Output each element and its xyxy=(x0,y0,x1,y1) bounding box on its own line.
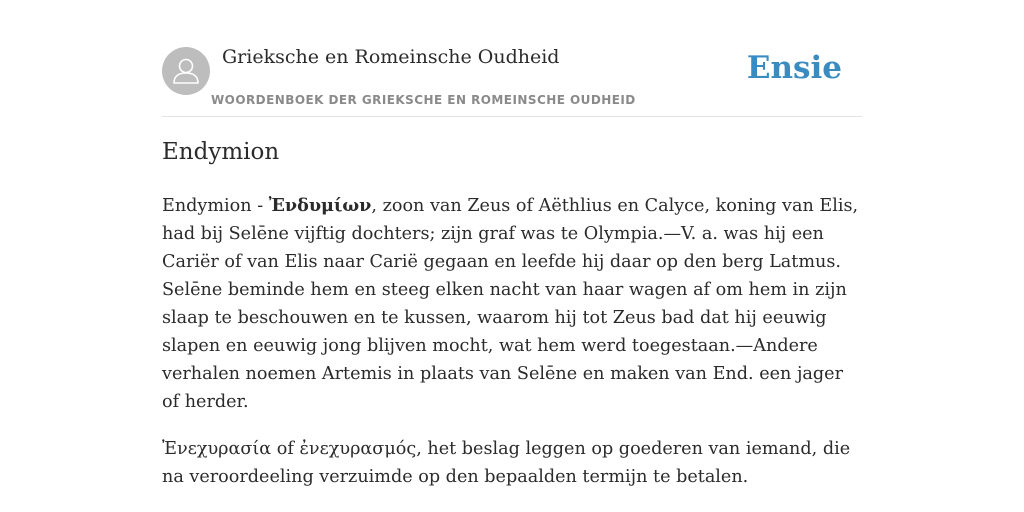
source-subtitle: WOORDENBOEK DER GRIEKSCHE EN ROMEINSCHE OUDHEID xyxy=(211,93,636,107)
entry-lead: Endymion - xyxy=(162,196,269,216)
entry-title: Endymion xyxy=(162,139,280,165)
greek-term: Ἐνδυμίων xyxy=(268,195,372,216)
source-title[interactable]: Grieksche en Romeinsche Oudheid xyxy=(222,46,560,68)
brand-logo[interactable]: Ensie xyxy=(746,50,842,86)
user-silhouette-icon[interactable] xyxy=(162,47,210,95)
entry-paragraph xyxy=(162,192,862,416)
page-container xyxy=(162,0,862,487)
entry-paragraph-2: Ἐνεχυρασία of ἐνεχυρασμός, het beslag leggen op goederen van iemand, die na veroordeeling verzuimde op den bepaalden termijn te betalen. xyxy=(162,439,851,487)
entry-body xyxy=(162,192,862,510)
source-header xyxy=(162,0,862,117)
entry-text: , zoon van Zeus of Aëthlius en Calyce, koning van Elis, had bij Selēne vijftig dochters; zijn graf was te Olympia.—V. a. was hij een Cariër of van Elis naar Carië gegaan en leefde hij daar op den berg Latmus. Selēne beminde hem en steeg elken nacht van haar wagen af om hem in zijn slaap te beschouwen en te kussen, waarom hij tot Zeus bad dat hij eeuwig slapen en eeuwig jong blijven mocht, wat hem werd toegestaan.—Andere verhalen noemen Artemis in plaats van Selēne en maken van End. een jager of herder. xyxy=(162,196,859,412)
